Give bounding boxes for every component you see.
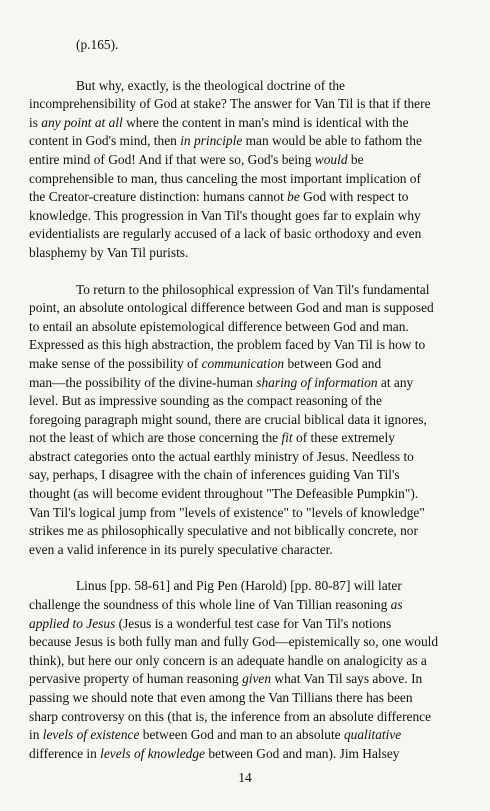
italic-run: in principle bbox=[180, 133, 243, 149]
text-line bbox=[29, 77, 474, 96]
text-run: pervasive property of human reasoning bbox=[29, 671, 243, 687]
text-line bbox=[29, 726, 474, 745]
text-run: entire mind of God! And if that were so, God's being bbox=[29, 151, 315, 167]
text-line bbox=[29, 281, 474, 300]
text-line bbox=[29, 448, 474, 467]
text-line bbox=[29, 670, 474, 689]
text-line bbox=[29, 225, 474, 244]
italic-run: as bbox=[390, 597, 403, 613]
text-run: thought (as will become evident throughout "The Defeasible Pumpkin"). bbox=[29, 486, 419, 502]
paragraph bbox=[29, 281, 474, 560]
text-run: where the content in man's mind is identical with the bbox=[122, 114, 409, 130]
italic-run: any point at all bbox=[41, 114, 123, 130]
text-run: passing we should note that even among the Van Tillians there has been bbox=[29, 690, 413, 705]
text-line bbox=[29, 485, 474, 504]
italic-run: communication bbox=[201, 355, 285, 371]
paragraph bbox=[29, 77, 474, 263]
text-line bbox=[29, 355, 474, 374]
text-line bbox=[29, 708, 474, 727]
text-line bbox=[29, 299, 474, 318]
text-run: what Van Til says above. In bbox=[271, 671, 423, 687]
text-line bbox=[29, 114, 474, 133]
text-line bbox=[29, 615, 474, 634]
text-line bbox=[29, 577, 474, 596]
text-run: (p.165). bbox=[76, 37, 119, 52]
text-line bbox=[29, 541, 474, 560]
italic-run: given bbox=[242, 671, 272, 687]
italic-run: fit bbox=[281, 430, 293, 446]
text-run: abstract categories onto the actual earthly ministry of Jesus. Needless to bbox=[29, 448, 414, 464]
paragraph-gap bbox=[29, 263, 474, 281]
text-run: between God and man to an absolute bbox=[139, 727, 344, 743]
italic-run: qualitative bbox=[343, 727, 402, 743]
text-line bbox=[29, 522, 474, 541]
text-run: comprehensible to man, thus canceling the most important implication of bbox=[29, 170, 421, 186]
text-line bbox=[29, 466, 474, 485]
text-run: difference in bbox=[29, 745, 101, 761]
text-run: blasphemy by Van Til purists. bbox=[29, 244, 189, 260]
text-run: make sense of the possibility of bbox=[29, 355, 202, 371]
text-run: knowledge. This progression in Van Til's thought goes far to explain why bbox=[29, 207, 421, 223]
paragraph bbox=[29, 36, 474, 55]
paragraph bbox=[29, 577, 474, 763]
text-line bbox=[29, 504, 474, 523]
text-run: strikes me as philosophically speculative and not biblically concrete, nor bbox=[29, 523, 418, 539]
text-run: between God and man). Jim Halsey bbox=[205, 745, 400, 761]
text-line bbox=[29, 170, 474, 189]
text-run: Expressed as this high abstraction, the problem faced by Van Til is how to bbox=[29, 337, 426, 353]
text-run: Linus [pp. 58-61] and Pig Pen (Harold) [pp. 80-87] will later bbox=[76, 578, 402, 594]
text-run: because Jesus is both fully man and fully God—epistemically so, one would bbox=[29, 634, 439, 650]
paragraph-gap bbox=[29, 559, 474, 577]
text-run: evidentialists are regularly accused of a lack of basic orthodoxy and even bbox=[29, 226, 422, 242]
italic-run: be bbox=[287, 189, 300, 205]
text-run: God with respect to bbox=[299, 189, 409, 205]
text-run: level. But as impressive sounding as the compact reasoning of the bbox=[29, 393, 382, 409]
text-run: at any bbox=[377, 374, 414, 390]
italic-run: applied to Jesus bbox=[29, 615, 116, 631]
text-run: foregoing paragraph might sound, there are crucial biblical data it ignores, bbox=[29, 411, 427, 427]
text-line bbox=[29, 392, 474, 411]
text-run: even a valid inference in its purely speculative character. bbox=[29, 541, 333, 557]
text-line bbox=[29, 336, 474, 355]
text-run: man—the possibility of the divine-human bbox=[29, 374, 257, 390]
body-text bbox=[29, 36, 474, 763]
text-line bbox=[29, 207, 474, 226]
text-run: challenge the soundness of this whole line of Van Tillian reasoning bbox=[29, 597, 391, 613]
text-run: not the least of which are those concerning the bbox=[29, 430, 282, 446]
text-line bbox=[29, 745, 474, 764]
text-run: the Creator-creature distinction: humans cannot bbox=[29, 189, 288, 205]
text-run: man would be able to fathom the bbox=[242, 133, 422, 149]
text-run: be bbox=[347, 151, 364, 167]
text-line bbox=[29, 132, 474, 151]
text-line bbox=[29, 244, 474, 263]
text-line bbox=[29, 188, 474, 207]
text-line bbox=[29, 429, 474, 448]
text-run: incomprehensibility of God at stake? The answer for Van Til is that if there bbox=[29, 96, 431, 112]
text-run: sharp controversy on this (that is, the inference from an absolute difference bbox=[29, 708, 432, 724]
text-line bbox=[29, 411, 474, 430]
paragraph-gap bbox=[29, 55, 474, 77]
text-run: is bbox=[29, 114, 42, 130]
text-run: between God and bbox=[284, 355, 382, 371]
text-run: content in God's mind, then bbox=[29, 133, 181, 149]
text-line bbox=[29, 689, 474, 708]
text-line bbox=[29, 633, 474, 652]
text-run: Van Til's logical jump from "levels of existence" to "levels of knowledge" bbox=[29, 504, 425, 520]
text-line bbox=[29, 374, 474, 393]
text-run: say, perhaps, I disagree with the chain of inferences guiding Van Til's bbox=[29, 467, 400, 483]
text-line bbox=[29, 36, 474, 55]
text-run: of these extremely bbox=[292, 430, 395, 446]
text-run: (Jesus is a wonderful test case for Van Til's notions bbox=[115, 615, 392, 631]
text-line bbox=[29, 318, 474, 337]
text-line bbox=[29, 95, 474, 114]
italic-run: would bbox=[314, 151, 348, 167]
text-line bbox=[29, 652, 474, 671]
text-run: to entail an absolute epistemological difference between God and man. bbox=[29, 318, 409, 334]
text-line bbox=[29, 151, 474, 170]
italic-run: levels of existence bbox=[42, 727, 140, 743]
text-run: in bbox=[29, 727, 43, 743]
text-run: think), but here our only concern is an adequate handle on analogicity as a bbox=[29, 652, 427, 668]
page-number: 14 bbox=[238, 770, 252, 785]
text-line bbox=[29, 596, 474, 615]
text-run: point, an absolute ontological difference between God and man is supposed bbox=[29, 300, 434, 316]
text-run: But why, exactly, is the theological doctrine of the bbox=[76, 77, 345, 93]
text-run: To return to the philosophical expression of Van Til's fundamental bbox=[76, 281, 430, 297]
italic-run: levels of knowledge bbox=[100, 745, 205, 761]
italic-run: sharing of information bbox=[256, 374, 378, 390]
